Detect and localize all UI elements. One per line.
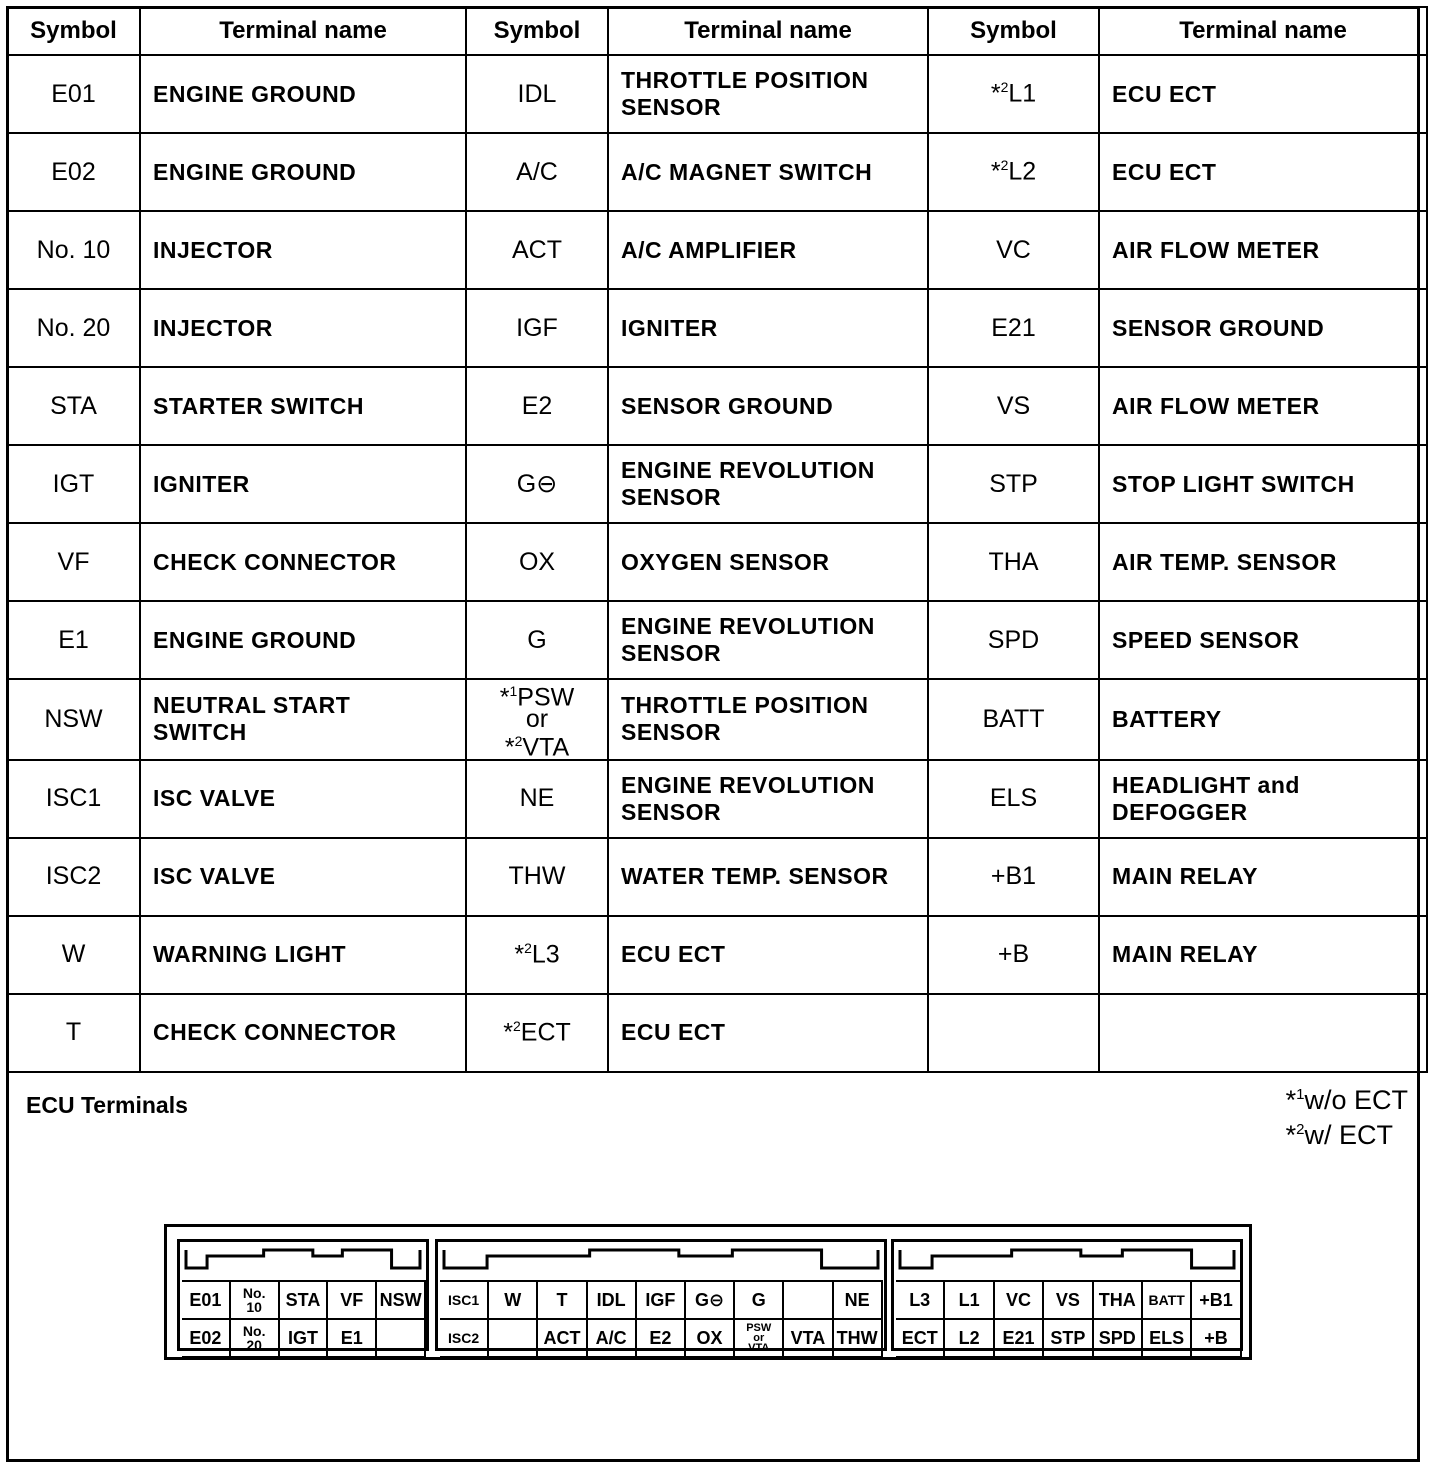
connector-pin: No. 20 <box>231 1320 280 1358</box>
terminal-symbol: VC <box>928 211 1099 289</box>
terminal-symbol: A/C <box>466 133 608 211</box>
terminal-name: AIR FLOW METER <box>1099 211 1427 289</box>
terminal-symbol: STA <box>7 367 140 445</box>
terminal-symbol: VS <box>928 367 1099 445</box>
connector-pin: VC <box>995 1282 1044 1320</box>
table-row <box>7 523 1427 601</box>
connector-pin: BATT <box>1143 1282 1192 1320</box>
terminal-name: THROTTLE POSITION SENSOR <box>608 55 928 133</box>
terminal-symbol: *$^1$PSW or *$^2$VTA <box>466 679 608 760</box>
terminal-name: ENGINE GROUND <box>140 55 466 133</box>
table-row <box>7 55 1427 133</box>
table-row <box>7 289 1427 367</box>
terminal-name: SENSOR GROUND <box>1099 289 1427 367</box>
connector-pin: G <box>735 1282 784 1320</box>
connector-pin: ECT <box>896 1320 945 1358</box>
connector-pin: STP <box>1044 1320 1093 1358</box>
footnotes <box>1286 1080 1408 1150</box>
connector-pin: THW <box>834 1320 883 1358</box>
connector-pin: +B1 <box>1192 1282 1241 1320</box>
terminal-symbol: +B1 <box>928 838 1099 916</box>
terminal-name: SENSOR GROUND <box>608 367 928 445</box>
connector-pin-grid <box>896 1280 1242 1358</box>
terminal-symbol: *$^2$L2 <box>928 133 1099 211</box>
terminal-symbol: G <box>466 601 608 679</box>
header-terminal-name: Terminal name <box>140 7 466 55</box>
connector-pin: A/C <box>588 1320 637 1358</box>
terminal-name: ISC VALVE <box>140 760 466 838</box>
terminal-table <box>6 6 1428 1073</box>
terminal-name: INJECTOR <box>140 289 466 367</box>
terminal-name: CHECK CONNECTOR <box>140 523 466 601</box>
connector-pin: IDL <box>588 1282 637 1320</box>
connector-pin: ACT <box>538 1320 587 1358</box>
connector-pin: VS <box>1044 1282 1093 1320</box>
connector-pin: VTA <box>784 1320 833 1358</box>
table-row <box>7 133 1427 211</box>
table-row <box>7 760 1427 838</box>
terminal-name: ENGINE GROUND <box>140 133 466 211</box>
connector-pin: NE <box>834 1282 883 1320</box>
terminal-name: ENGINE REVOLUTION SENSOR <box>608 601 928 679</box>
connector-key-notch <box>438 1242 884 1282</box>
connector-block-3 <box>891 1239 1243 1351</box>
ecu-connector <box>164 1224 1252 1360</box>
terminal-symbol: IGT <box>7 445 140 523</box>
terminal-name: INJECTOR <box>140 211 466 289</box>
terminal-symbol: ISC2 <box>7 838 140 916</box>
terminal-symbol: E1 <box>7 601 140 679</box>
terminal-symbol: BATT <box>928 679 1099 760</box>
connector-key-notch <box>894 1242 1240 1282</box>
terminal-symbol: OX <box>466 523 608 601</box>
terminal-name: ECU ECT <box>1099 133 1427 211</box>
terminal-name: AIR FLOW METER <box>1099 367 1427 445</box>
connector-pin-grid <box>440 1280 883 1358</box>
terminal-name: CHECK CONNECTOR <box>140 994 466 1072</box>
terminal-symbol: *$^2$L3 <box>466 916 608 994</box>
table-row <box>7 211 1427 289</box>
terminal-symbol: No. 10 <box>7 211 140 289</box>
table-row <box>7 838 1427 916</box>
terminal-name: SPEED SENSOR <box>1099 601 1427 679</box>
terminal-symbol: E02 <box>7 133 140 211</box>
terminal-name: ISC VALVE <box>140 838 466 916</box>
connector-pin: L2 <box>945 1320 994 1358</box>
ecu-terminals-title: ECU Terminals <box>26 1092 188 1118</box>
connector-pin: L1 <box>945 1282 994 1320</box>
connector-pin: SPD <box>1094 1320 1143 1358</box>
connector-pin: T <box>538 1282 587 1320</box>
connector-pin: L3 <box>896 1282 945 1320</box>
terminal-name: A/C AMPLIFIER <box>608 211 928 289</box>
terminal-name: AIR TEMP. SENSOR <box>1099 523 1427 601</box>
table-row <box>7 445 1427 523</box>
connector-pin: ELS <box>1143 1320 1192 1358</box>
connector-pin: W <box>489 1282 538 1320</box>
terminal-symbol: E01 <box>7 55 140 133</box>
terminal-symbol: W <box>7 916 140 994</box>
header-terminal-name: Terminal name <box>608 7 928 55</box>
connector-pin <box>784 1282 833 1320</box>
terminal-name: NEUTRAL START SWITCH <box>140 679 466 760</box>
header-symbol: Symbol <box>928 7 1099 55</box>
terminal-symbol: E2 <box>466 367 608 445</box>
table-header-row <box>7 7 1427 55</box>
footnote-with-ect: *$^2$w/ ECT <box>1285 1120 1393 1150</box>
connector-pin: THA <box>1094 1282 1143 1320</box>
connector-pin <box>377 1320 426 1358</box>
terminal-name: ENGINE REVOLUTION SENSOR <box>608 445 928 523</box>
connector-pin: STA <box>280 1282 329 1320</box>
connector-pin: ISC2 <box>440 1320 489 1358</box>
terminal-name <box>1099 994 1427 1072</box>
terminal-name: BATTERY <box>1099 679 1427 760</box>
table-row <box>7 994 1427 1072</box>
connector-block-1 <box>177 1239 429 1351</box>
terminal-symbol: +B <box>928 916 1099 994</box>
connector-pin: +B <box>1192 1320 1241 1358</box>
terminal-name: MAIN RELAY <box>1099 916 1427 994</box>
terminal-name: WARNING LIGHT <box>140 916 466 994</box>
terminal-symbol <box>928 994 1099 1072</box>
connector-block-2 <box>435 1239 887 1354</box>
terminal-symbol: ISC1 <box>7 760 140 838</box>
connector-pin: E02 <box>182 1320 231 1358</box>
terminal-symbol: THW <box>466 838 608 916</box>
terminal-name: IGNITER <box>140 445 466 523</box>
connector-pin: ISC1 <box>440 1282 489 1320</box>
terminal-name: WATER TEMP. SENSOR <box>608 838 928 916</box>
connector-pin-grid <box>182 1280 426 1358</box>
terminal-name: STOP LIGHT SWITCH <box>1099 445 1427 523</box>
connector-pin: G⊖ <box>686 1282 735 1320</box>
terminal-symbol: NE <box>466 760 608 838</box>
terminal-name: A/C MAGNET SWITCH <box>608 133 928 211</box>
terminal-symbol: *$^2$ECT <box>466 994 608 1072</box>
terminal-name: OXYGEN SENSOR <box>608 523 928 601</box>
table-body <box>7 55 1427 1072</box>
connector-key-notch <box>180 1242 426 1282</box>
header-symbol: Symbol <box>7 7 140 55</box>
footnote-without-ect: *$^1$w/o ECT <box>1285 1085 1408 1115</box>
connector-pin: OX <box>686 1320 735 1358</box>
connector-pin: NSW <box>377 1282 426 1320</box>
terminal-name: ECU ECT <box>608 994 928 1072</box>
terminal-symbol: IGF <box>466 289 608 367</box>
terminal-name: ENGINE GROUND <box>140 601 466 679</box>
terminal-symbol: *$^2$L1 <box>928 55 1099 133</box>
connector-pin: VF <box>328 1282 377 1320</box>
terminal-name: THROTTLE POSITION SENSOR <box>608 679 928 760</box>
terminal-symbol: NSW <box>7 679 140 760</box>
terminal-name: ECU ECT <box>1099 55 1427 133</box>
terminal-symbol: STP <box>928 445 1099 523</box>
terminal-symbol: T <box>7 994 140 1072</box>
terminal-symbol: IDL <box>466 55 608 133</box>
terminal-name: ECU ECT <box>608 916 928 994</box>
table-row <box>7 679 1427 760</box>
connector-pin: PSW or VTA <box>735 1320 784 1358</box>
terminal-name: STARTER SWITCH <box>140 367 466 445</box>
terminal-symbol: THA <box>928 523 1099 601</box>
connector-pin: E2 <box>637 1320 686 1358</box>
terminal-name: HEADLIGHT and DEFOGGER <box>1099 760 1427 838</box>
connector-pin: E21 <box>995 1320 1044 1358</box>
terminal-symbol: SPD <box>928 601 1099 679</box>
connector-pin: IGT <box>280 1320 329 1358</box>
terminal-symbol: E21 <box>928 289 1099 367</box>
table-row <box>7 601 1427 679</box>
connector-pin: IGF <box>637 1282 686 1320</box>
terminal-name: IGNITER <box>608 289 928 367</box>
terminal-symbol: G⊖ <box>466 445 608 523</box>
header-symbol: Symbol <box>466 7 608 55</box>
connector-pin <box>489 1320 538 1358</box>
terminal-symbol: ACT <box>466 211 608 289</box>
terminal-symbol: VF <box>7 523 140 601</box>
header-terminal-name: Terminal name <box>1099 7 1427 55</box>
terminal-symbol: No. 20 <box>7 289 140 367</box>
table-row <box>7 367 1427 445</box>
connector-pin: No. 10 <box>231 1282 280 1320</box>
terminal-name: ENGINE REVOLUTION SENSOR <box>608 760 928 838</box>
table-row <box>7 916 1427 994</box>
terminal-name: MAIN RELAY <box>1099 838 1427 916</box>
connector-pin: E01 <box>182 1282 231 1320</box>
terminal-symbol: ELS <box>928 760 1099 838</box>
connector-pin: E1 <box>328 1320 377 1358</box>
